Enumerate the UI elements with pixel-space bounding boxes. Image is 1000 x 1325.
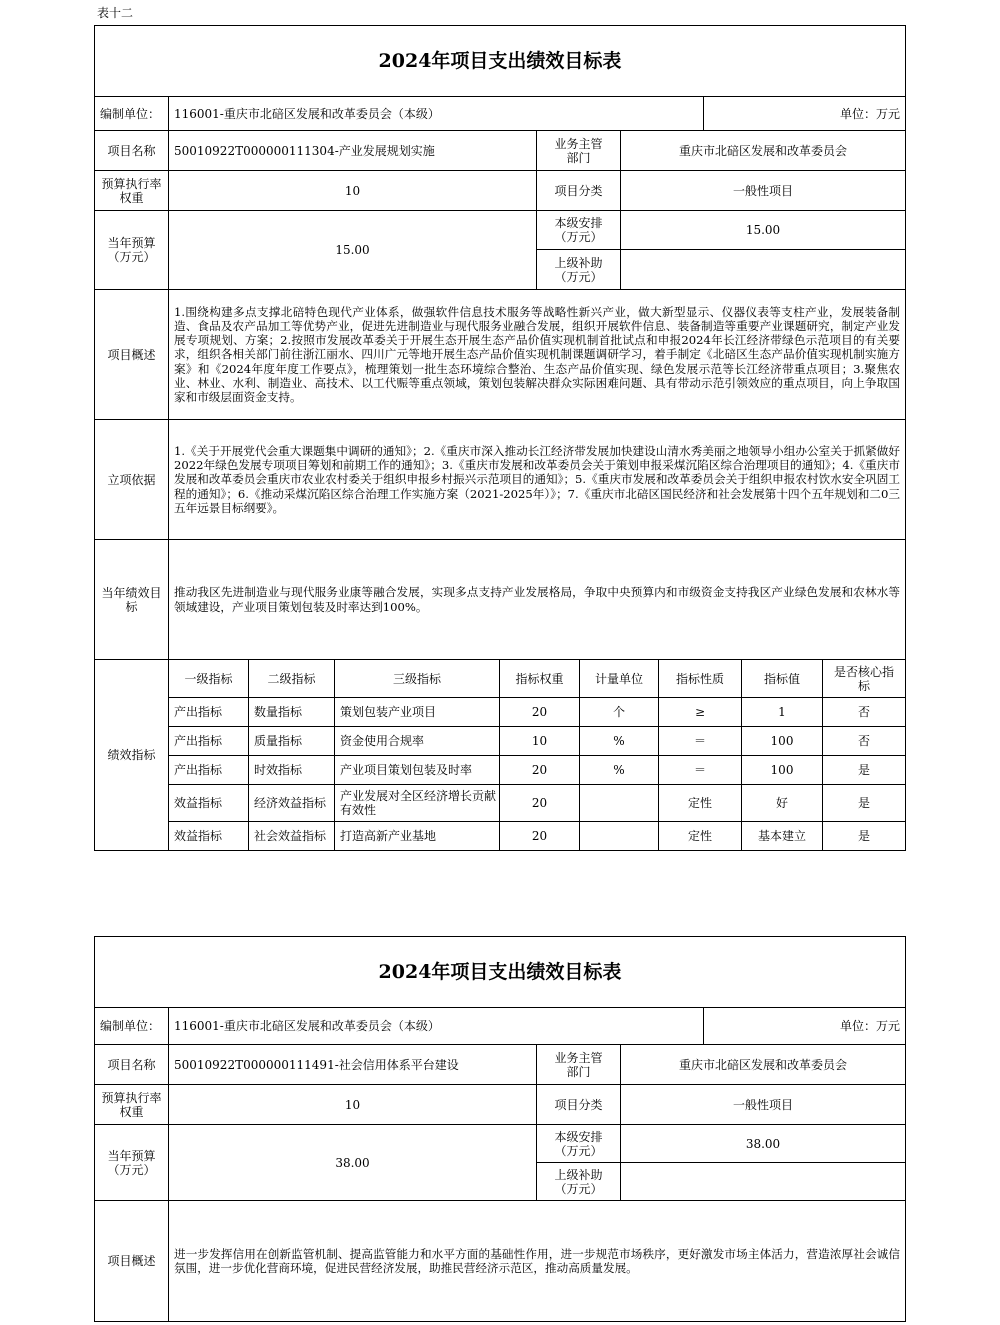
indicator-cell: 否 bbox=[822, 726, 905, 755]
indicator-header: 指标权重 bbox=[499, 659, 579, 697]
budget-value: 15.00 bbox=[168, 210, 536, 289]
indicator-header: 是否核心指标 bbox=[822, 659, 905, 697]
indicator-cell bbox=[579, 821, 658, 850]
compile-unit-value: 116001-重庆市北碚区发展和改革委员会（本级） bbox=[168, 96, 703, 130]
department-value: 重庆市北碚区发展和改革委员会 bbox=[620, 130, 905, 170]
indicator-header: 二级指标 bbox=[248, 659, 334, 697]
indicator-cell: % bbox=[579, 755, 658, 784]
indicator-cell: 100 bbox=[741, 755, 822, 784]
project-name-value: 50010922T000000111491-社会信用体系平台建设 bbox=[168, 1044, 536, 1084]
self-arranged-label: 本级安排（万元） bbox=[536, 1124, 620, 1162]
indicator-cell: 20 bbox=[499, 821, 579, 850]
indicator-cell: 社会效益指标 bbox=[248, 821, 334, 850]
unit-label: 单位：万元 bbox=[703, 1007, 905, 1044]
indicator-cell: 20 bbox=[499, 697, 579, 726]
indicator-cell: 质量指标 bbox=[248, 726, 334, 755]
indicator-cell: 100 bbox=[741, 726, 822, 755]
compile-unit-value: 116001-重庆市北碚区发展和改革委员会（本级） bbox=[168, 1007, 703, 1044]
indicator-cell: 是 bbox=[822, 821, 905, 850]
indicator-header: 计量单位 bbox=[579, 659, 658, 697]
weight-value: 10 bbox=[168, 170, 536, 210]
budget-label: 当年预算（万元） bbox=[95, 210, 168, 289]
indicator-cell: 产业发展对全区经济增长贡献有效性 bbox=[334, 784, 499, 821]
compile-unit-label: 编制单位： bbox=[95, 96, 168, 130]
indicator-cell: 打造高新产业基地 bbox=[334, 821, 499, 850]
indicator-cell: 否 bbox=[822, 697, 905, 726]
overview-label: 项目概述 bbox=[95, 289, 168, 419]
upper-subsidy-label: 上级补助（万元） bbox=[536, 249, 620, 289]
unit-label: 单位：万元 bbox=[703, 96, 905, 130]
self-arranged-value: 15.00 bbox=[620, 210, 905, 249]
self-arranged-value: 38.00 bbox=[620, 1124, 905, 1162]
indicator-cell: 产出指标 bbox=[168, 755, 248, 784]
compile-unit-label: 编制单位： bbox=[95, 1007, 168, 1044]
indicator-cell: 20 bbox=[499, 755, 579, 784]
table-title: 2024年项目支出绩效目标表 bbox=[378, 50, 622, 72]
annual-goal-label: 当年绩效目标 bbox=[95, 539, 168, 659]
overview-text: 进一步发挥信用在创新监管机制、提高监管能力和水平方面的基础性作用，进一步规范市场秩序，更好激发市场主体活力，营造浓厚社会诚信氛围，进一步优化营商环境，促进民营经济发展，助推民营经济示范区，推动高质量发展。 bbox=[168, 1200, 905, 1321]
budget-label: 当年预算（万元） bbox=[95, 1124, 168, 1200]
indicator-header: 一级指标 bbox=[168, 659, 248, 697]
annual-goal-text: 推动我区先进制造业与现代服务业康等融合发展，实现多点支持产业发展格局，争取中央预算内和市级资金支持我区产业绿色发展和农林水等领域建设，产业项目策划包装及时率达到100%。 bbox=[168, 539, 905, 659]
indicator-cell: 产业项目策划包装及时率 bbox=[334, 755, 499, 784]
project-name-label: 项目名称 bbox=[95, 130, 168, 170]
indicator-cell: 经济效益指标 bbox=[248, 784, 334, 821]
weight-label: 预算执行率权重 bbox=[95, 170, 168, 210]
indicator-cell: ＝ bbox=[658, 726, 741, 755]
indicator-cell: 数量指标 bbox=[248, 697, 334, 726]
indicator-header: 指标性质 bbox=[658, 659, 741, 697]
overview-text: 1.围绕构建多点支撑北碚特色现代产业体系，做强软件信息技术服务等战略性新兴产业，做大新型显示、仪器仪表等支柱产业，发展装备制造、食品及农产品加工等优势产业，促进先进制造业与现代服务业融合发展，组织开展软件信息、装备制造等重要产业课题研究，制定产业发展专项规划、方案；2.按照市发展改革委关于开展生态开展生态产品价值实现机制首批试点和申报2024年长江经济带绿色示范项目的有关要求，组织各相关部门前往浙江丽水、四川广元等地开展生态产品价值实现机制课题调研学习，着手制定《北碚区生态产品价值实现机制实施方案》和《2024年度年度工作要点》，梳理策划一批生态环境综合整治、生态产品价值实现、绿色发展示范等长江经济带重点项目；3.聚焦农业、林业、水利、制造业、高技术、以工代赈等重点领域，策划包装解决群众实际困难问题、具有带动示范引领效应的重点项目，向上争取国家和市级层面资金支持。 bbox=[168, 289, 905, 419]
table-title: 2024年项目支出绩效目标表 bbox=[378, 961, 622, 983]
indicator-cell: 产出指标 bbox=[168, 726, 248, 755]
indicator-cell: 效益指标 bbox=[168, 821, 248, 850]
department-label: 业务主管部门 bbox=[536, 1044, 620, 1084]
weight-value: 10 bbox=[168, 1084, 536, 1124]
basis-label: 立项依据 bbox=[95, 419, 168, 539]
indicator-cell: 资金使用合规率 bbox=[334, 726, 499, 755]
indicator-cell: 20 bbox=[499, 784, 579, 821]
upper-subsidy-label: 上级补助（万元） bbox=[536, 1162, 620, 1200]
indicator-cell: 是 bbox=[822, 784, 905, 821]
indicator-cell: 好 bbox=[741, 784, 822, 821]
indicator-cell: 时效指标 bbox=[248, 755, 334, 784]
project-name-label: 项目名称 bbox=[95, 1044, 168, 1084]
page-label: 表十二 bbox=[97, 6, 134, 20]
upper-subsidy-value bbox=[620, 1162, 905, 1200]
project-name-value: 50010922T000000111304-产业发展规划实施 bbox=[168, 130, 536, 170]
overview-label: 项目概述 bbox=[95, 1200, 168, 1321]
category-label: 项目分类 bbox=[536, 170, 620, 210]
indicator-cell: 定性 bbox=[658, 821, 741, 850]
department-label: 业务主管部门 bbox=[536, 130, 620, 170]
indicator-cell: 定性 bbox=[658, 784, 741, 821]
category-label: 项目分类 bbox=[536, 1084, 620, 1124]
indicator-cell: ≥ bbox=[658, 697, 741, 726]
indicator-cell: 10 bbox=[499, 726, 579, 755]
indicator-cell: % bbox=[579, 726, 658, 755]
indicator-cell: 个 bbox=[579, 697, 658, 726]
category-value: 一般性项目 bbox=[620, 170, 905, 210]
indicator-cell: 效益指标 bbox=[168, 784, 248, 821]
category-value: 一般性项目 bbox=[620, 1084, 905, 1124]
self-arranged-label: 本级安排（万元） bbox=[536, 210, 620, 249]
indicators-label: 绩效指标 bbox=[95, 659, 168, 850]
department-value: 重庆市北碚区发展和改革委员会 bbox=[620, 1044, 905, 1084]
performance-table-2 bbox=[94, 936, 906, 1322]
indicator-cell: 是 bbox=[822, 755, 905, 784]
indicator-cell: 基本建立 bbox=[741, 821, 822, 850]
indicator-cell bbox=[579, 784, 658, 821]
indicator-cell: 1 bbox=[741, 697, 822, 726]
indicator-cell: 产出指标 bbox=[168, 697, 248, 726]
indicator-cell: 策划包装产业项目 bbox=[334, 697, 499, 726]
budget-value: 38.00 bbox=[168, 1124, 536, 1200]
upper-subsidy-value bbox=[620, 249, 905, 289]
weight-label: 预算执行率权重 bbox=[95, 1084, 168, 1124]
basis-text: 1.《关于开展党代会重大课题集中调研的通知》；2.《重庆市深入推动长江经济带发展加快建设山清水秀美丽之地领导小组办公室关于抓紧做好2022年绿色发展专项项目筹划和前期工作的通知》；3.《重庆市发展和改革委员会关于策划申报采煤沉陷区综合治理项目的通知》；4.《重庆市发展和改革委员会重庆市农业农村委关于组织申报乡村振兴示范项目的通知》；5.《重庆市发展和改革委员会关于组织申报农村饮水安全巩固工程的通知》；6.《推动采煤沉陷区综合治理工作实施方案（2021-2025年）》；7.《重庆市北碚区国民经济和社会发展第十四个五年规划和二0三五年远景目标纲要》。 bbox=[168, 419, 905, 539]
indicator-cell: ＝ bbox=[658, 755, 741, 784]
indicator-header: 指标值 bbox=[741, 659, 822, 697]
indicator-header: 三级指标 bbox=[334, 659, 499, 697]
performance-table-1 bbox=[94, 25, 906, 851]
